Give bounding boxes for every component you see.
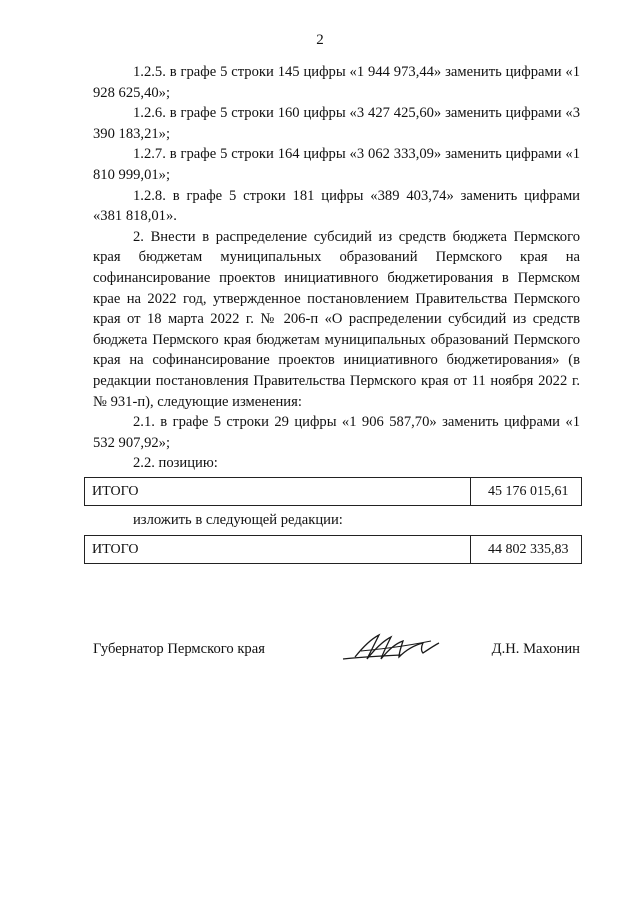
paragraph-2-2: 2.2. позицию: (133, 455, 218, 472)
table-new-total (84, 535, 582, 564)
paragraph-2: 2. Внести в распределение субсидий из средств бюджета Пермского края бюджетам муниципальных образований Пермского края на софинансирование проектов инициативного бюджетирования в Пермском крае на 2022 год, утвержденное постановлением Правительства Пермского края от 18 марта 2022 г. № 206-п «О распределении субсидий из средств бюджета Пермского края бюджетам муниципальных образований Пермского края на софинансирование проектов инициативного бюджетирования» (в редакции постановления Правительства Пермского края от 11 ноября 2022 г. № 931-п), следующие изменения: (93, 228, 580, 410)
paragraph-1-2-6: 1.2.6. в графе 5 строки 160 цифры «3 427 425,60» заменить цифрами «3 390 183,21»; (93, 105, 580, 142)
replacement-intro: изложить в следующей редакции: (133, 512, 343, 528)
table-old-total (84, 477, 582, 506)
table-old-label: ИТОГО (85, 478, 471, 505)
paragraph-1-2-8: 1.2.8. в графе 5 строки 181 цифры «389 403,74» заменить цифрами «381 818,01». (93, 187, 580, 225)
paragraph-2-1: 2.1. в графе 5 строки 29 цифры «1 906 587,70» заменить цифрами «1 532 907,92»; (93, 414, 580, 451)
handwritten-signature (341, 629, 441, 669)
table-new-label: ИТОГО (85, 536, 471, 563)
paragraph-1-2-5: 1.2.5. в графе 5 строки 145 цифры «1 944 973,44» заменить цифрами «1 928 625,40»; (93, 64, 580, 101)
signatory-name: Д.Н. Махонин (491, 641, 580, 657)
signatory-title: Губернатор Пермского края (93, 641, 265, 657)
table-old-value: 45 176 015,61 (488, 484, 569, 499)
paragraph-1-2-7: 1.2.7. в графе 5 строки 164 цифры «3 062 333,09» заменить цифрами «1 810 999,01»; (93, 146, 580, 183)
document-body (93, 62, 580, 474)
table-new-value: 44 802 335,83 (488, 542, 569, 557)
signature-block (93, 637, 580, 677)
page-number: 2 (316, 32, 324, 48)
